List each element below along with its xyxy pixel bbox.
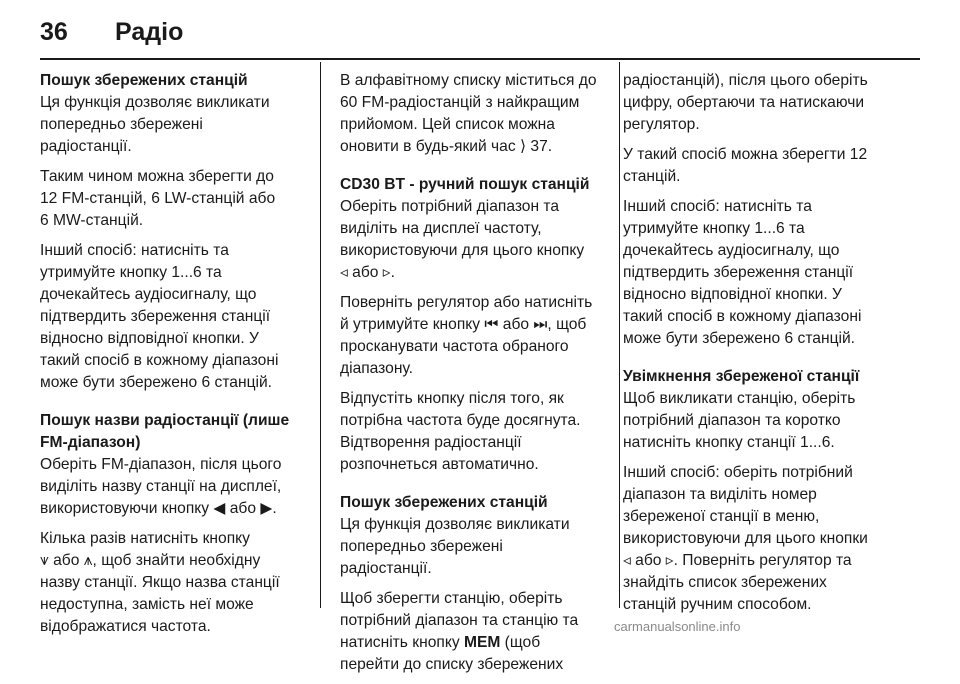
text-block [340, 292, 608, 380]
body-text-line: відносно відповідної кнопки. У [40, 330, 259, 347]
body-text-line: просканувати частота обраного [340, 338, 569, 355]
body-text-line: ◃ або ▹. Поверніть регулятор та [623, 552, 852, 569]
body-text-line: відносно відповідної кнопки. У [623, 286, 842, 303]
body-text-line: 60 FM-радіостанцій з найкращим [340, 94, 580, 111]
body-text-line: й утримуйте кнопку ⏮ або ⏭, щоб [340, 316, 587, 333]
header-rule [40, 58, 920, 60]
body-text-line: підтвердить збереження станції [40, 308, 271, 325]
body-text-line: може бути збережено 6 станцій. [40, 374, 273, 391]
text-block [40, 528, 310, 638]
text-block [40, 166, 310, 232]
watermark-text: carmanualsonline.info [614, 619, 741, 634]
body-text-line: Відпустіть кнопку після того, як [340, 390, 564, 407]
body-text-line: недоступна, замість неї може [40, 596, 254, 613]
section-heading: CD30 BT - ручний пошук станцій [340, 176, 590, 193]
section-heading: Пошук збережених станцій [40, 72, 248, 89]
body-text-line: прийомом. Цей список можна [340, 116, 555, 133]
body-text-line: потрібний діапазон та станцію та [340, 612, 579, 629]
text-block [623, 366, 903, 454]
body-text-line: підтвердить збереження станції [623, 264, 854, 281]
body-text-line: Таким чином можна зберегти до [40, 168, 274, 185]
body-text-line: утримуйте кнопку 1...6 та [623, 220, 805, 237]
body-text-line: ◃ або ▹. [340, 264, 395, 281]
text-block [623, 70, 903, 136]
body-text-line: цифру, обертаючи та натискаючи [623, 94, 865, 111]
body-text-line: станцій. [623, 168, 681, 185]
body-text-line: У такий спосіб можна зберегти 12 [623, 146, 868, 163]
body-text-line: натисніть кнопку MEM (щоб [340, 634, 541, 651]
body-text-line: Ця функція дозволяє викликати [340, 516, 570, 533]
body-text-line: станцій ручним способом. [623, 596, 812, 613]
page-title: Радіо [115, 18, 184, 46]
body-text-line: такий спосіб в кожному діапазоні [623, 308, 862, 325]
body-text-line: Оберіть FM-діапазон, після цього [40, 456, 282, 473]
body-text-line: Кілька разів натисніть кнопку [40, 530, 250, 547]
body-text-line: діапазону. [340, 360, 414, 377]
text-block [340, 388, 608, 476]
body-text-line: збереженої станції в меню, [623, 508, 820, 525]
text-block [340, 492, 608, 580]
text-block [623, 196, 903, 350]
body-text-line: може бути збережено 6 станцій. [623, 330, 856, 347]
section-heading: Увімкнення збереженої станції [623, 368, 860, 385]
column-divider [320, 62, 321, 608]
column-3 [623, 70, 903, 624]
body-text-line: використовуючи для цього кнопки [623, 530, 868, 547]
body-text-line: знайдіть список збережених [623, 574, 827, 591]
text-block [40, 70, 310, 158]
body-text-line: такий спосіб в кожному діапазоні [40, 352, 279, 369]
body-text-line: потрібний діапазон та коротко [623, 412, 841, 429]
body-text-line: ⩛ або ⩚, щоб знайти необхідну [40, 552, 261, 569]
body-text-line: виділіть назву станції на дисплеї, [40, 478, 282, 495]
body-text-line: Інший спосіб: натисніть та [623, 198, 812, 215]
body-text-line: Відтворення радіостанції [340, 434, 522, 451]
body-text-line: Інший спосіб: натисніть та [40, 242, 229, 259]
body-text-line: В алфавітному списку міститься до [340, 72, 597, 89]
body-text-line: утримуйте кнопку 1...6 та [40, 264, 222, 281]
body-text-line: радіостанцій), після цього оберіть [623, 72, 868, 89]
text-block [340, 70, 608, 158]
body-text-line: 12 FM-станцій, 6 LW-станцій або [40, 190, 276, 207]
section-heading: FM-діапазон) [40, 434, 141, 451]
body-text-line: перейти до списку збережених [340, 656, 564, 673]
text-block [340, 174, 608, 284]
body-text-line: оновити в будь-який час ⟩ 37. [340, 138, 553, 155]
body-text-line: назву станції. Якщо назва станції [40, 574, 280, 591]
body-text-line: 6 MW-станцій. [40, 212, 144, 229]
text-block [623, 462, 903, 616]
body-text-line: використовуючи для цього кнопку [340, 242, 585, 259]
body-text-line: Оберіть потрібний діапазон та [340, 198, 560, 215]
body-text-line: Ця функція дозволяє викликати [40, 94, 270, 111]
body-text-line: радіостанції. [40, 138, 132, 155]
body-text-line: діапазон та виділіть номер [623, 486, 817, 503]
body-text-line: регулятор. [623, 116, 700, 133]
body-text-line: Щоб викликати станцію, оберіть [623, 390, 856, 407]
column-divider [619, 62, 620, 608]
body-text-line: дочекайтесь аудіосигналу, що [623, 242, 840, 259]
body-text-line: попередньо збережені [40, 116, 203, 133]
body-text-line: Щоб зберегти станцію, оберіть [340, 590, 563, 607]
body-text-line: виділіть на дисплеї частоту, [340, 220, 542, 237]
body-text-line: радіостанції. [340, 560, 432, 577]
text-block [623, 144, 903, 188]
text-block [40, 410, 310, 520]
section-heading: Пошук назви радіостанції (лише [40, 412, 290, 429]
text-block [40, 240, 310, 394]
page-number: 36 [40, 18, 68, 46]
column-2 [340, 70, 608, 684]
body-text-line: потрібна частота буде досягнута. [340, 412, 581, 429]
body-text-line: розпочнеться автоматично. [340, 456, 539, 473]
body-text-line: натисніть кнопку станції 1...6. [623, 434, 835, 451]
column-1 [40, 70, 310, 646]
body-text-line: попередньо збережені [340, 538, 503, 555]
text-block [340, 588, 608, 676]
body-text-line: Поверніть регулятор або натисніть [340, 294, 593, 311]
body-text-line: Інший спосіб: оберіть потрібний [623, 464, 853, 481]
body-text-line: відображатися частота. [40, 618, 211, 635]
section-heading: Пошук збережених станцій [340, 494, 548, 511]
body-text-line: дочекайтесь аудіосигналу, що [40, 286, 257, 303]
body-text-line: використовуючи кнопку ◀ або ▶. [40, 500, 277, 517]
